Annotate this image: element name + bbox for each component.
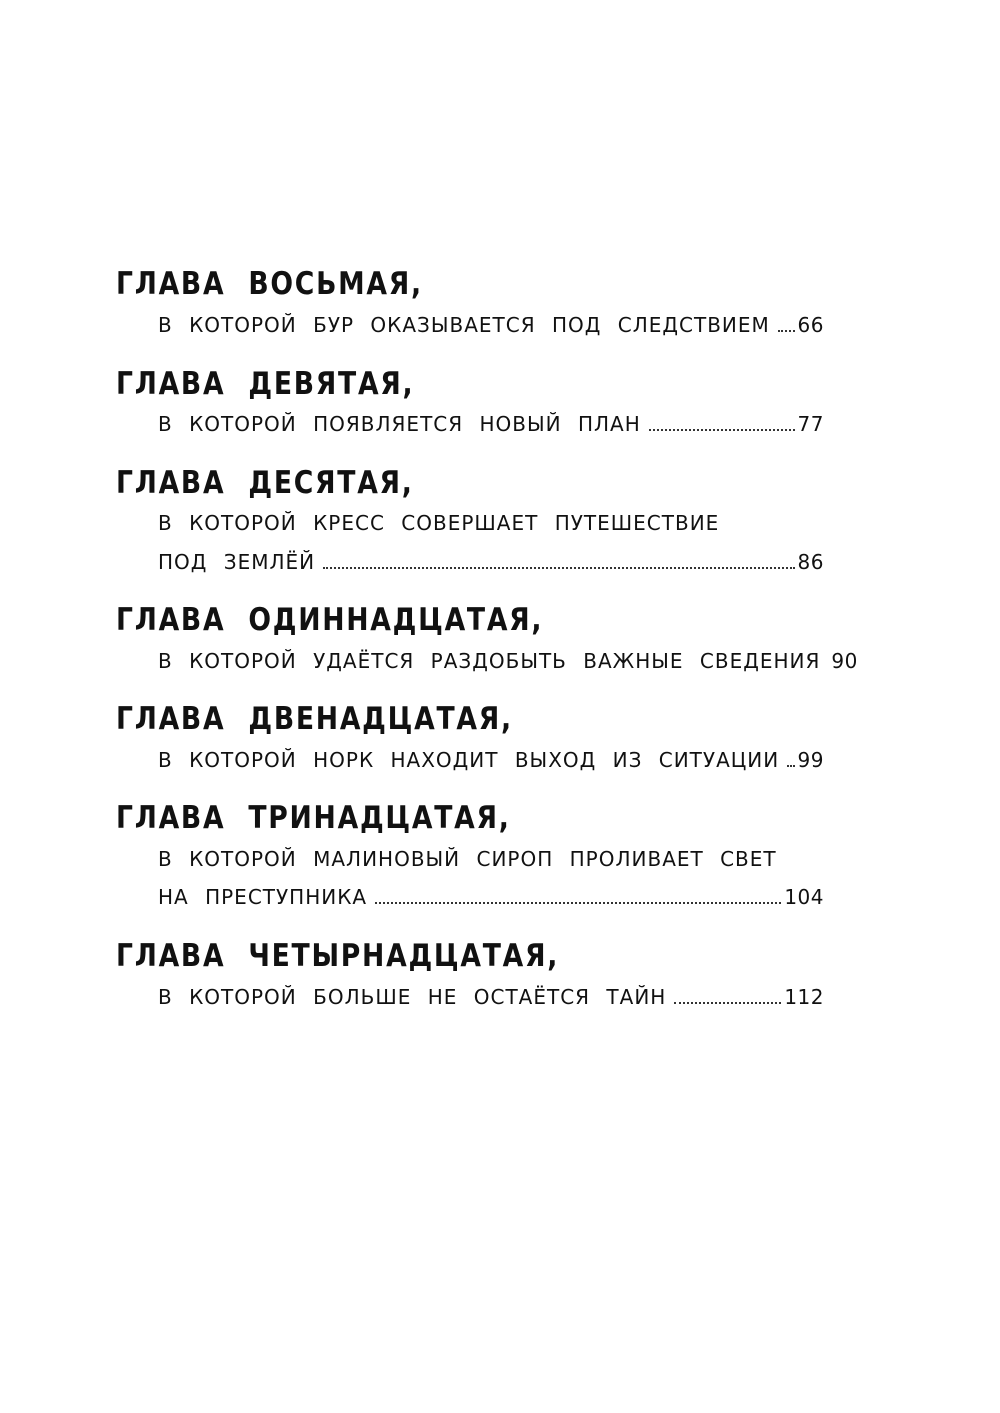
- chapter-subtitle: ПОД ЗЕМЛЁЙ: [158, 550, 316, 574]
- page-number: 86: [797, 550, 824, 574]
- chapter-subtitle-line: [158, 646, 858, 676]
- chapter-subtitle-line: [158, 745, 824, 775]
- dot-leader: [649, 429, 795, 431]
- chapter-title: ГЛАВА ДВЕНАДЦАТАЯ,: [116, 701, 513, 737]
- dot-leader: [323, 567, 794, 569]
- dot-leader: [778, 330, 795, 332]
- chapter-subtitle-line: [158, 409, 824, 439]
- page-number: 77: [797, 412, 824, 436]
- chapter-title: ГЛАВА ТРИНАДЦАТАЯ,: [116, 800, 511, 836]
- chapter-title: ГЛАВА ДЕВЯТАЯ,: [116, 366, 415, 402]
- chapter-title: ГЛАВА ЧЕТЫРНАДЦАТАЯ,: [116, 938, 560, 974]
- chapter-subtitle: В КОТОРОЙ НОРК НАХОДИТ ВЫХОД ИЗ СИТУАЦИИ: [158, 748, 780, 772]
- chapter-subtitle-line: [158, 310, 824, 340]
- chapter-title: ГЛАВА ОДИННАДЦАТАЯ,: [116, 602, 544, 638]
- chapter-subtitle: В КОТОРОЙ КРЕСС СОВЕРШАЕТ ПУТЕШЕСТВИЕ: [158, 511, 720, 535]
- chapter-subtitle: НА ПРЕСТУПНИКА: [158, 885, 368, 909]
- chapter-subtitle: В КОТОРОЙ МАЛИНОВЫЙ СИРОП ПРОЛИВАЕТ СВЕТ: [158, 847, 777, 871]
- chapter-subtitle: В КОТОРОЙ БУР ОКАЗЫВАЕТСЯ ПОД СЛЕДСТВИЕМ: [158, 313, 770, 337]
- chapter-subtitle: В КОТОРОЙ ПОЯВЛЯЕТСЯ НОВЫЙ ПЛАН: [158, 412, 641, 436]
- page-number: 99: [797, 748, 824, 772]
- chapter-subtitle-line: [158, 547, 824, 577]
- page-number: 104: [784, 885, 824, 909]
- dot-leader: [787, 765, 794, 767]
- chapter-subtitle-line: [158, 982, 824, 1012]
- chapter-subtitle: В КОТОРОЙ БОЛЬШЕ НЕ ОСТАЁТСЯ ТАЙН: [158, 985, 667, 1009]
- chapter-subtitle-line: [158, 882, 824, 912]
- chapter-subtitle: В КОТОРОЙ УДАЁТСЯ РАЗДОБЫТЬ ВАЖНЫЕ СВЕДЕНИЯ: [158, 649, 821, 673]
- chapter-subtitle-line: [158, 844, 824, 874]
- chapter-title: ГЛАВА ВОСЬМАЯ,: [116, 266, 423, 302]
- chapter-title: ГЛАВА ДЕСЯТАЯ,: [116, 465, 414, 501]
- page-number: 90: [831, 649, 858, 673]
- dot-leader: [375, 902, 781, 904]
- dot-leader: [674, 1002, 781, 1004]
- page-number: 66: [797, 313, 824, 337]
- chapter-subtitle-line: [158, 508, 824, 538]
- page-number: 112: [784, 985, 824, 1009]
